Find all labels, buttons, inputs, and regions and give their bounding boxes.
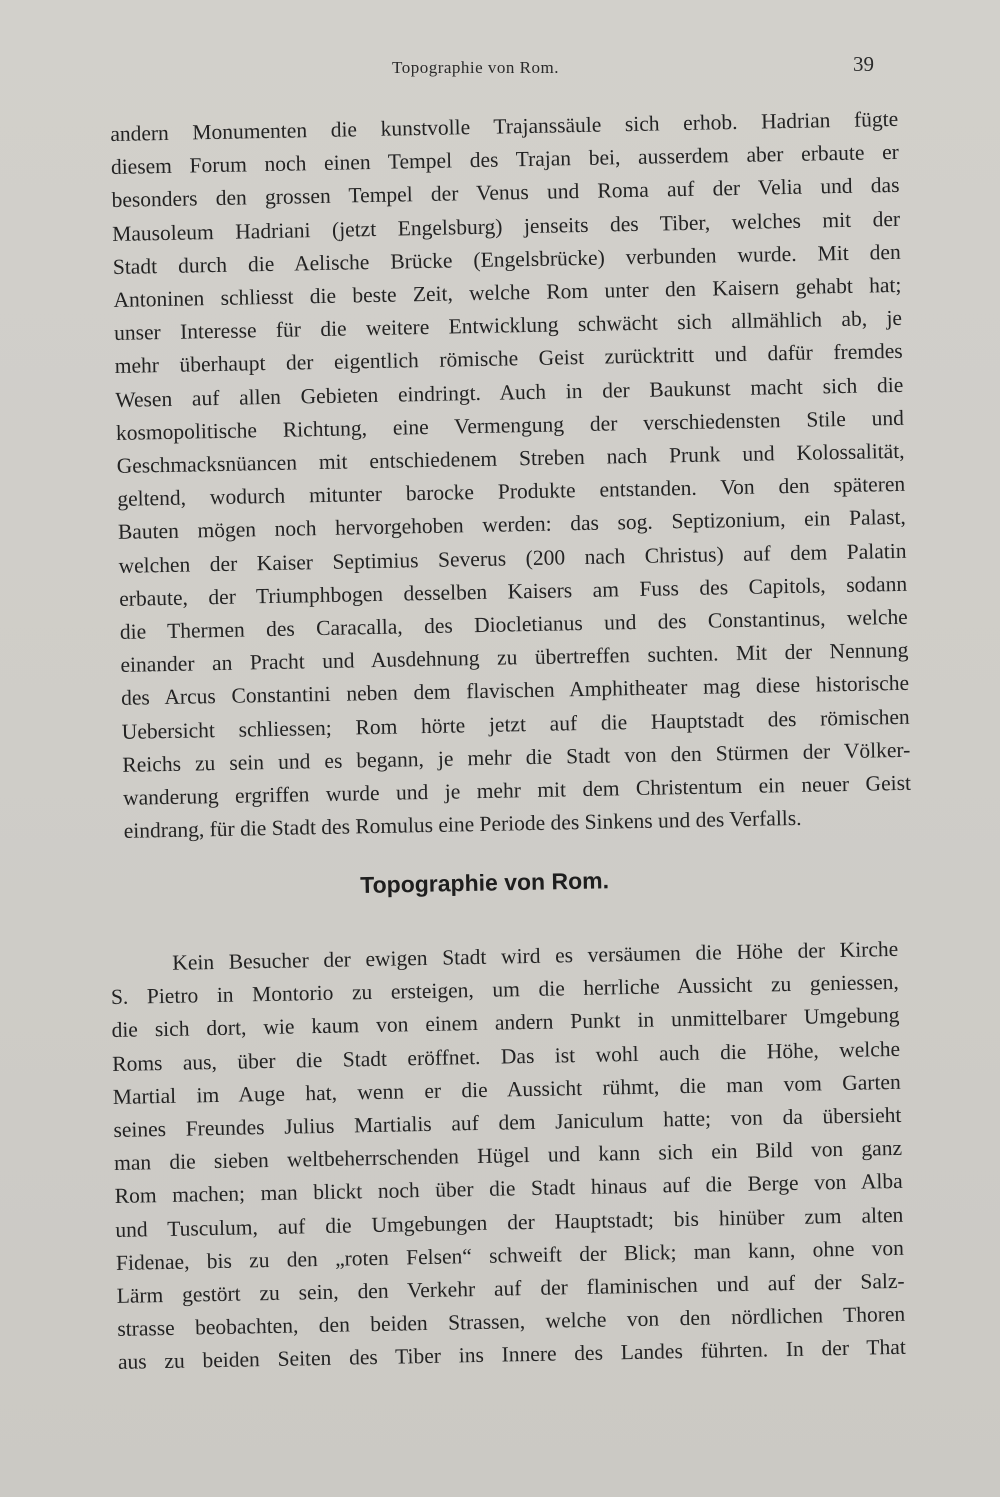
- text-line: Stadt durch die Aelische Brücke (Engelsbrücke) verbunden wurde. Mit den: [112, 239, 901, 279]
- text-line: strasse beobachten, den beiden Strassen, welche von den nördlichen Thoren: [117, 1302, 906, 1342]
- text-line: Mausoleum Hadriani (jetzt Engelsburg) jenseits des Tiber, welches mit der: [111, 206, 901, 246]
- text-line: Fidenae, bis zu den „roten Felsen“ schweift der Blick; man kann, ohne von: [115, 1235, 905, 1275]
- text-line: einander an Pracht und Ausdehnung zu übertreffen suchten. Mit der Nennung: [120, 638, 909, 678]
- paragraph-topography: [110, 933, 906, 1380]
- text-line: andern Monumenten die kunstvolle Trajanssäule sich erhob. Hadrian fügte: [110, 106, 899, 146]
- page-number: 39: [853, 52, 874, 76]
- paragraph-history-end: [110, 103, 912, 848]
- text-line: unser Interesse für die weitere Entwicklung schwächt sich allmählich ab, je: [113, 306, 903, 346]
- text-line: kosmopolitische Richtung, eine Vermengung der verschiedensten Stile und: [115, 405, 905, 445]
- text-line: die sich dort, wie kaum von einem andern Punkt in unmittelbarer Umgebung: [111, 1003, 900, 1043]
- text-line: geltend, wodurch mitunter barocke Produkte entstanden. Von den späteren: [117, 472, 906, 512]
- text-line: eindrang, für die Stadt des Romulus eine Periode des Sinkens und des Verfalls.: [123, 806, 802, 844]
- text-line: Kein Besucher der ewigen Stadt wird es versäumen die Höhe der Kirche: [172, 936, 899, 975]
- text-line: Martial im Auge hat, wenn er die Aussicht rühmt, die man vom Garten: [112, 1069, 901, 1109]
- text-line: diesem Forum noch einen Tempel des Trajan bei, ausserdem aber erbaute er: [110, 140, 900, 180]
- running-head: Topographie von Rom.: [392, 58, 559, 77]
- section-heading: Topographie von Rom.: [360, 867, 610, 898]
- text-line: Lärm gestört zu sein, den Verkehr auf der flaminischen und auf der Salz-: [116, 1268, 905, 1308]
- text-line: Wesen auf allen Gebieten eindringt. Auch in der Baukunst macht sich die: [115, 372, 904, 412]
- text-line: Rom machen; man blickt noch über die Stadt hinaus auf die Berge von Alba: [114, 1169, 903, 1209]
- text-line: Bauten mögen noch hervorgehoben werden: das sog. Septizonium, ein Palast,: [117, 505, 907, 545]
- text-line: mehr überhaupt der eigentlich römische Geist zurücktritt und dafür fremdes: [114, 339, 903, 379]
- text-line: welchen der Kaiser Septimius Severus (200 nach Christus) auf dem Palatin: [118, 538, 907, 578]
- text-line: und Tusculum, auf die Umgebungen der Hauptstadt; bis hinüber zum alten: [115, 1202, 904, 1242]
- text-line: des Arcus Constantini neben dem flavischen Amphitheater mag diese historische: [120, 671, 910, 711]
- text-line: Uebersicht schliessen; Rom hörte jetzt auf die Hauptstadt des römischen: [121, 704, 910, 744]
- text-line: erbaute, der Triumphbogen desselben Kaisers am Fuss des Capitols, sodann: [119, 571, 908, 611]
- text-line: besonders den grossen Tempel der Venus und Roma auf der Velia und das: [111, 173, 900, 213]
- text-line: Antoninen schliesst die beste Zeit, welche Rom unter den Kaisern gehabt hat;: [113, 272, 902, 312]
- text-line: man die sieben weltbeherrschenden Hügel und kann sich ein Bild von ganz: [113, 1136, 903, 1176]
- text-line: Roms aus, über die Stadt eröffnet. Das ist wohl auch die Höhe, welche: [111, 1036, 901, 1076]
- text-line: die Thermen des Caracalla, des Diocletianus und des Constantinus, welche: [119, 604, 908, 644]
- text-line: S. Pietro in Montorio zu ersteigen, um die herrliche Aussicht zu geniessen,: [110, 970, 900, 1010]
- text-line: aus zu beiden Seiten des Tiber ins Innere des Landes führten. In der That: [117, 1335, 907, 1375]
- text-line: wanderung ergriffen wurde und je mehr mit dem Christentum ein neuer Geist: [122, 770, 912, 810]
- text-line: seines Freundes Julius Martialis auf dem Janiculum hatte; von da übersieht: [113, 1102, 902, 1142]
- text-line: Geschmacksnüancen mit entschiedenem Streben nach Prunk und Kolossalität,: [116, 438, 905, 478]
- text-line: Reichs zu sein und es begann, je mehr die Stadt von den Stürmen der Völker-: [122, 737, 911, 777]
